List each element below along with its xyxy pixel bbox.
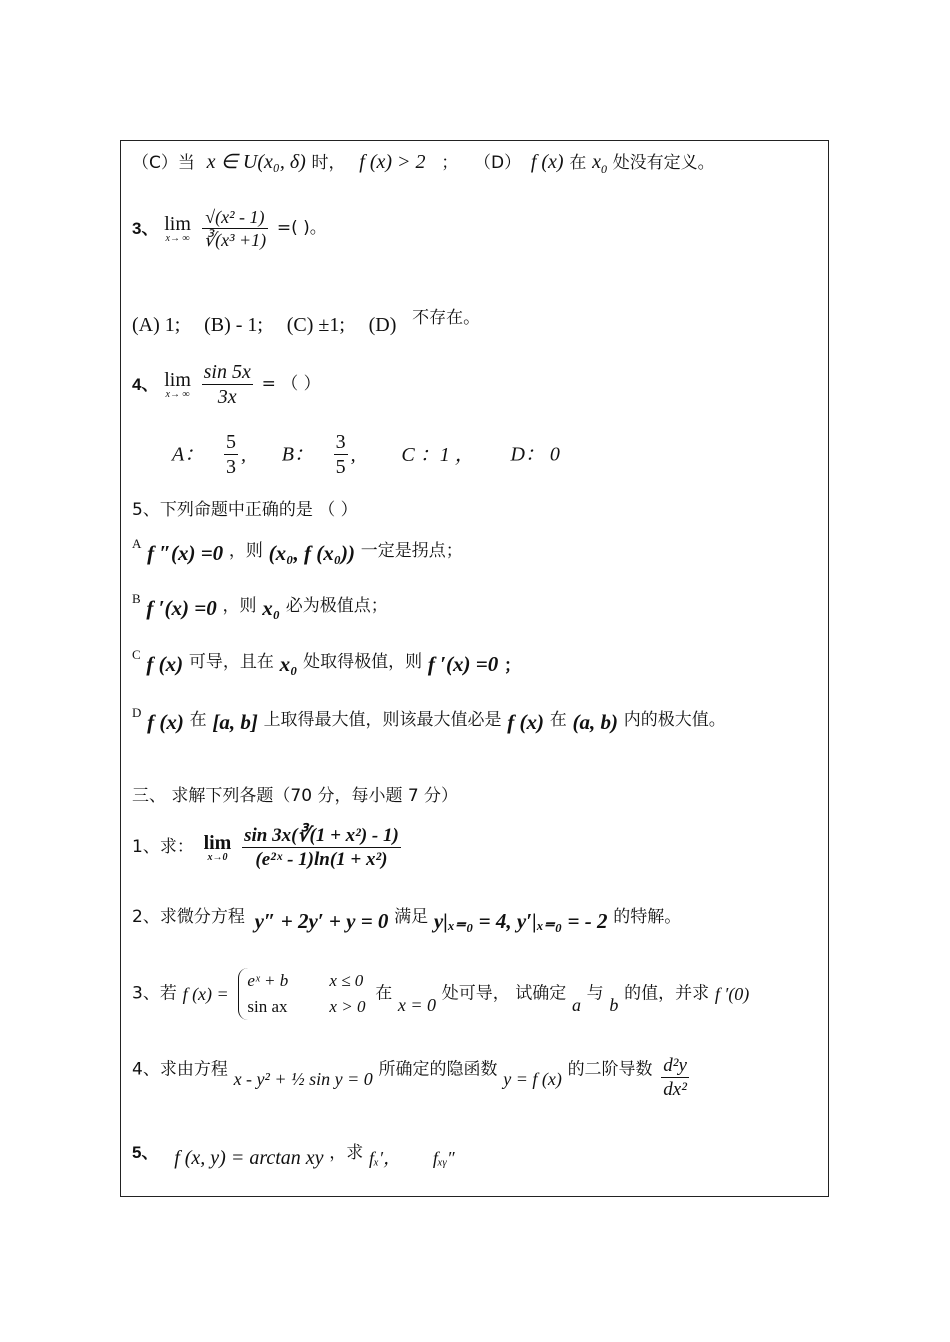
q4-fraction: $\frac{\sin 5x}{3x}$ — [203, 361, 251, 408]
s3-p2-equation: y″ + 2y′ + y = 0 — [254, 909, 389, 933]
s3-p1-fraction: $\frac{\text{sin 3x(∛(1 + x²) - 1)}}{\text{(e²ˣ - 1)ln(1 + x²)}}$ — [244, 825, 399, 870]
q5-option-c — [132, 648, 521, 675]
q5-c-label: C — [132, 647, 141, 662]
q4-option-a: A： — [172, 443, 205, 466]
q4-option-b-fraction: $\frac{3}{5}$ — [335, 431, 346, 478]
s3-p4-label: 4、求由方程 — [132, 1059, 228, 1080]
q4-tail: = （ ） — [261, 374, 321, 394]
s3-p3-function: f (x) = — [182, 984, 229, 1004]
q2-options-cd — [132, 152, 715, 175]
q5-b-tail: 必为极值点； — [285, 596, 388, 616]
q4-option-d: D： 0 — [510, 443, 560, 466]
q5-a-label: A — [132, 536, 142, 551]
q5-c-mid2: 处取得极值，则 — [303, 652, 423, 672]
q2-option-c-prefix: （C）当 — [132, 153, 195, 173]
q3-number: 3、 — [132, 219, 159, 238]
s3-p3-and: 与 — [586, 983, 604, 1004]
q5-a-point: (x₀, f (x₀)) — [268, 541, 355, 565]
q5-c-expr: f (x) — [146, 652, 184, 676]
q5-d-mid3: 在 — [549, 710, 567, 730]
q5-d-expr: f (x) — [147, 710, 184, 734]
s3-p4-tail: 的二阶导数 — [567, 1059, 653, 1080]
q5-d-expr2: f (x) — [507, 710, 545, 734]
q5-option-d — [132, 706, 726, 733]
q3-options-tail: 不存在。 — [412, 308, 481, 328]
s3-p3-tail: 的值，并求 — [624, 983, 710, 1004]
s3-p5-expr: f (x, y) = arctan xy — [174, 1147, 324, 1169]
q4-number: 4、 — [132, 375, 159, 394]
q5-b-expr: f ′(x) =0 — [146, 596, 217, 620]
s3-p2-mid: 满足 — [394, 907, 429, 927]
q3-option-a: (A) 1; — [132, 314, 181, 336]
s3-p3-mid: 在 — [375, 983, 393, 1004]
q4-option-a-fraction: $\frac{5}{3}$ — [225, 431, 236, 478]
s3-problem-4 — [132, 1056, 692, 1099]
s3-p5-label: 5、 — [132, 1143, 159, 1162]
q2-option-d-expr: f (x) — [530, 151, 564, 173]
q3-tail: =( )。 — [276, 218, 327, 238]
s3-problem-1 — [132, 826, 404, 869]
q5-option-a — [132, 537, 463, 564]
s3-p3-b: b — [609, 995, 619, 1015]
q4-option-c: C ：1 ， — [401, 443, 475, 466]
q3-option-b: (B) - 1; — [204, 314, 263, 336]
q3-question — [132, 208, 327, 249]
s3-p2-condition: y|ₓ₌₀ = 4, y′|ₓ₌₀ = - 2 — [433, 909, 608, 933]
q5-b-label: B — [132, 591, 141, 606]
q3-option-d: (D) — [368, 314, 397, 336]
q5-a-expr: f ″(x) =0 — [147, 541, 224, 565]
q5-a-tail: 一定是拐点； — [360, 541, 463, 561]
q3-fraction: $\frac{\text{√(x² - 1)}}{\text{∛(x³ +1)}}$ — [203, 207, 267, 250]
q5-d-interval2: (a, b) — [572, 710, 618, 734]
q5-c-mid: 可导，且在 — [188, 652, 274, 672]
q2-separator: ； — [441, 153, 459, 173]
q5-b-mid: ，则 — [222, 596, 257, 616]
s3-p2-tail: 的特解。 — [613, 907, 682, 927]
s3-p5-d1: fₓ′， — [369, 1148, 402, 1168]
q2-option-c-mid: 时， — [311, 153, 346, 173]
s3-p3-at: x = 0 — [397, 995, 437, 1015]
q5-header: 5、下列命题中正确的是 （ ） — [132, 500, 358, 520]
q4-options: A： $\frac{5}{3}$ , B： $\frac{3}{5}$ , C ：1 ， D： 0 — [172, 431, 560, 478]
q5-option-b — [132, 592, 388, 619]
q2-option-d-mid: 在 — [569, 153, 587, 173]
q5-d-mid: 在 — [189, 710, 207, 730]
q3-limit: lim x→ ∞ — [164, 212, 191, 244]
s3-p5-mid: ，求 — [329, 1143, 364, 1163]
s3-p3-label: 3、若 — [132, 983, 177, 1004]
q5-d-interval: [a, b] — [212, 710, 258, 734]
q2-option-c-expr: f (x) > 2 — [359, 151, 426, 173]
q5-b-var: x₀ — [262, 596, 281, 620]
q4-question — [132, 362, 321, 407]
q4-limit: lim x→ ∞ — [164, 368, 191, 400]
q5-c-tail: ； — [504, 656, 521, 675]
s3-problem-5 — [132, 1144, 455, 1168]
q2-option-c-condition: x ∈ U(x₀, δ) — [206, 151, 306, 173]
s3-p1-label: 1、求： — [132, 837, 194, 857]
q5-a-mid: ，则 — [228, 541, 263, 561]
s3-p3-a: a — [571, 995, 581, 1015]
s3-p3-piecewise: eˣ + b x ≤ 0 sin ax x > 0 — [238, 968, 365, 1020]
s3-p4-mid: 所确定的隐函数 — [378, 1059, 498, 1080]
q5-d-tail: 内的极大值。 — [623, 710, 726, 730]
s3-p4-equation: x - y² + ½ sin y = 0 — [233, 1069, 373, 1089]
q3-option-c: (C) ±1; — [286, 314, 345, 336]
s3-p3-mid2: 处可导， 试确定 — [441, 983, 567, 1004]
s3-problem-3 — [132, 968, 749, 1020]
q5-c-expr2: f ′(x) =0 — [427, 652, 499, 676]
s3-p2-label: 2、求微分方程 — [132, 907, 245, 927]
q3-options — [132, 310, 480, 335]
q2-option-d-suffix: 处没有定义。 — [612, 153, 715, 173]
s3-p5-d2: fₓᵧ″ — [432, 1148, 455, 1168]
s3-p3-ask: f ′(0) — [714, 984, 750, 1004]
section-3-header: 三、 求解下列各题（70 分，每小题 7 分） — [132, 786, 459, 806]
q5-d-mid2: 上取得最大值，则该最大值必是 — [263, 710, 502, 730]
s3-problem-2 — [132, 908, 681, 932]
s3-p4-derivative: $\frac{\text{d²y}}{\text{dx²}}$ — [663, 1055, 687, 1100]
q5-c-var: x₀ — [279, 652, 298, 676]
s3-p4-function: y = f (x) — [503, 1069, 562, 1089]
q2-option-d-prefix: （D） — [474, 153, 522, 173]
s3-p1-limit: lim x→0 — [203, 831, 232, 863]
q2-option-d-var: $x_0$ — [592, 151, 607, 176]
q4-option-b: B： — [281, 443, 314, 466]
q5-d-label: D — [132, 705, 142, 720]
